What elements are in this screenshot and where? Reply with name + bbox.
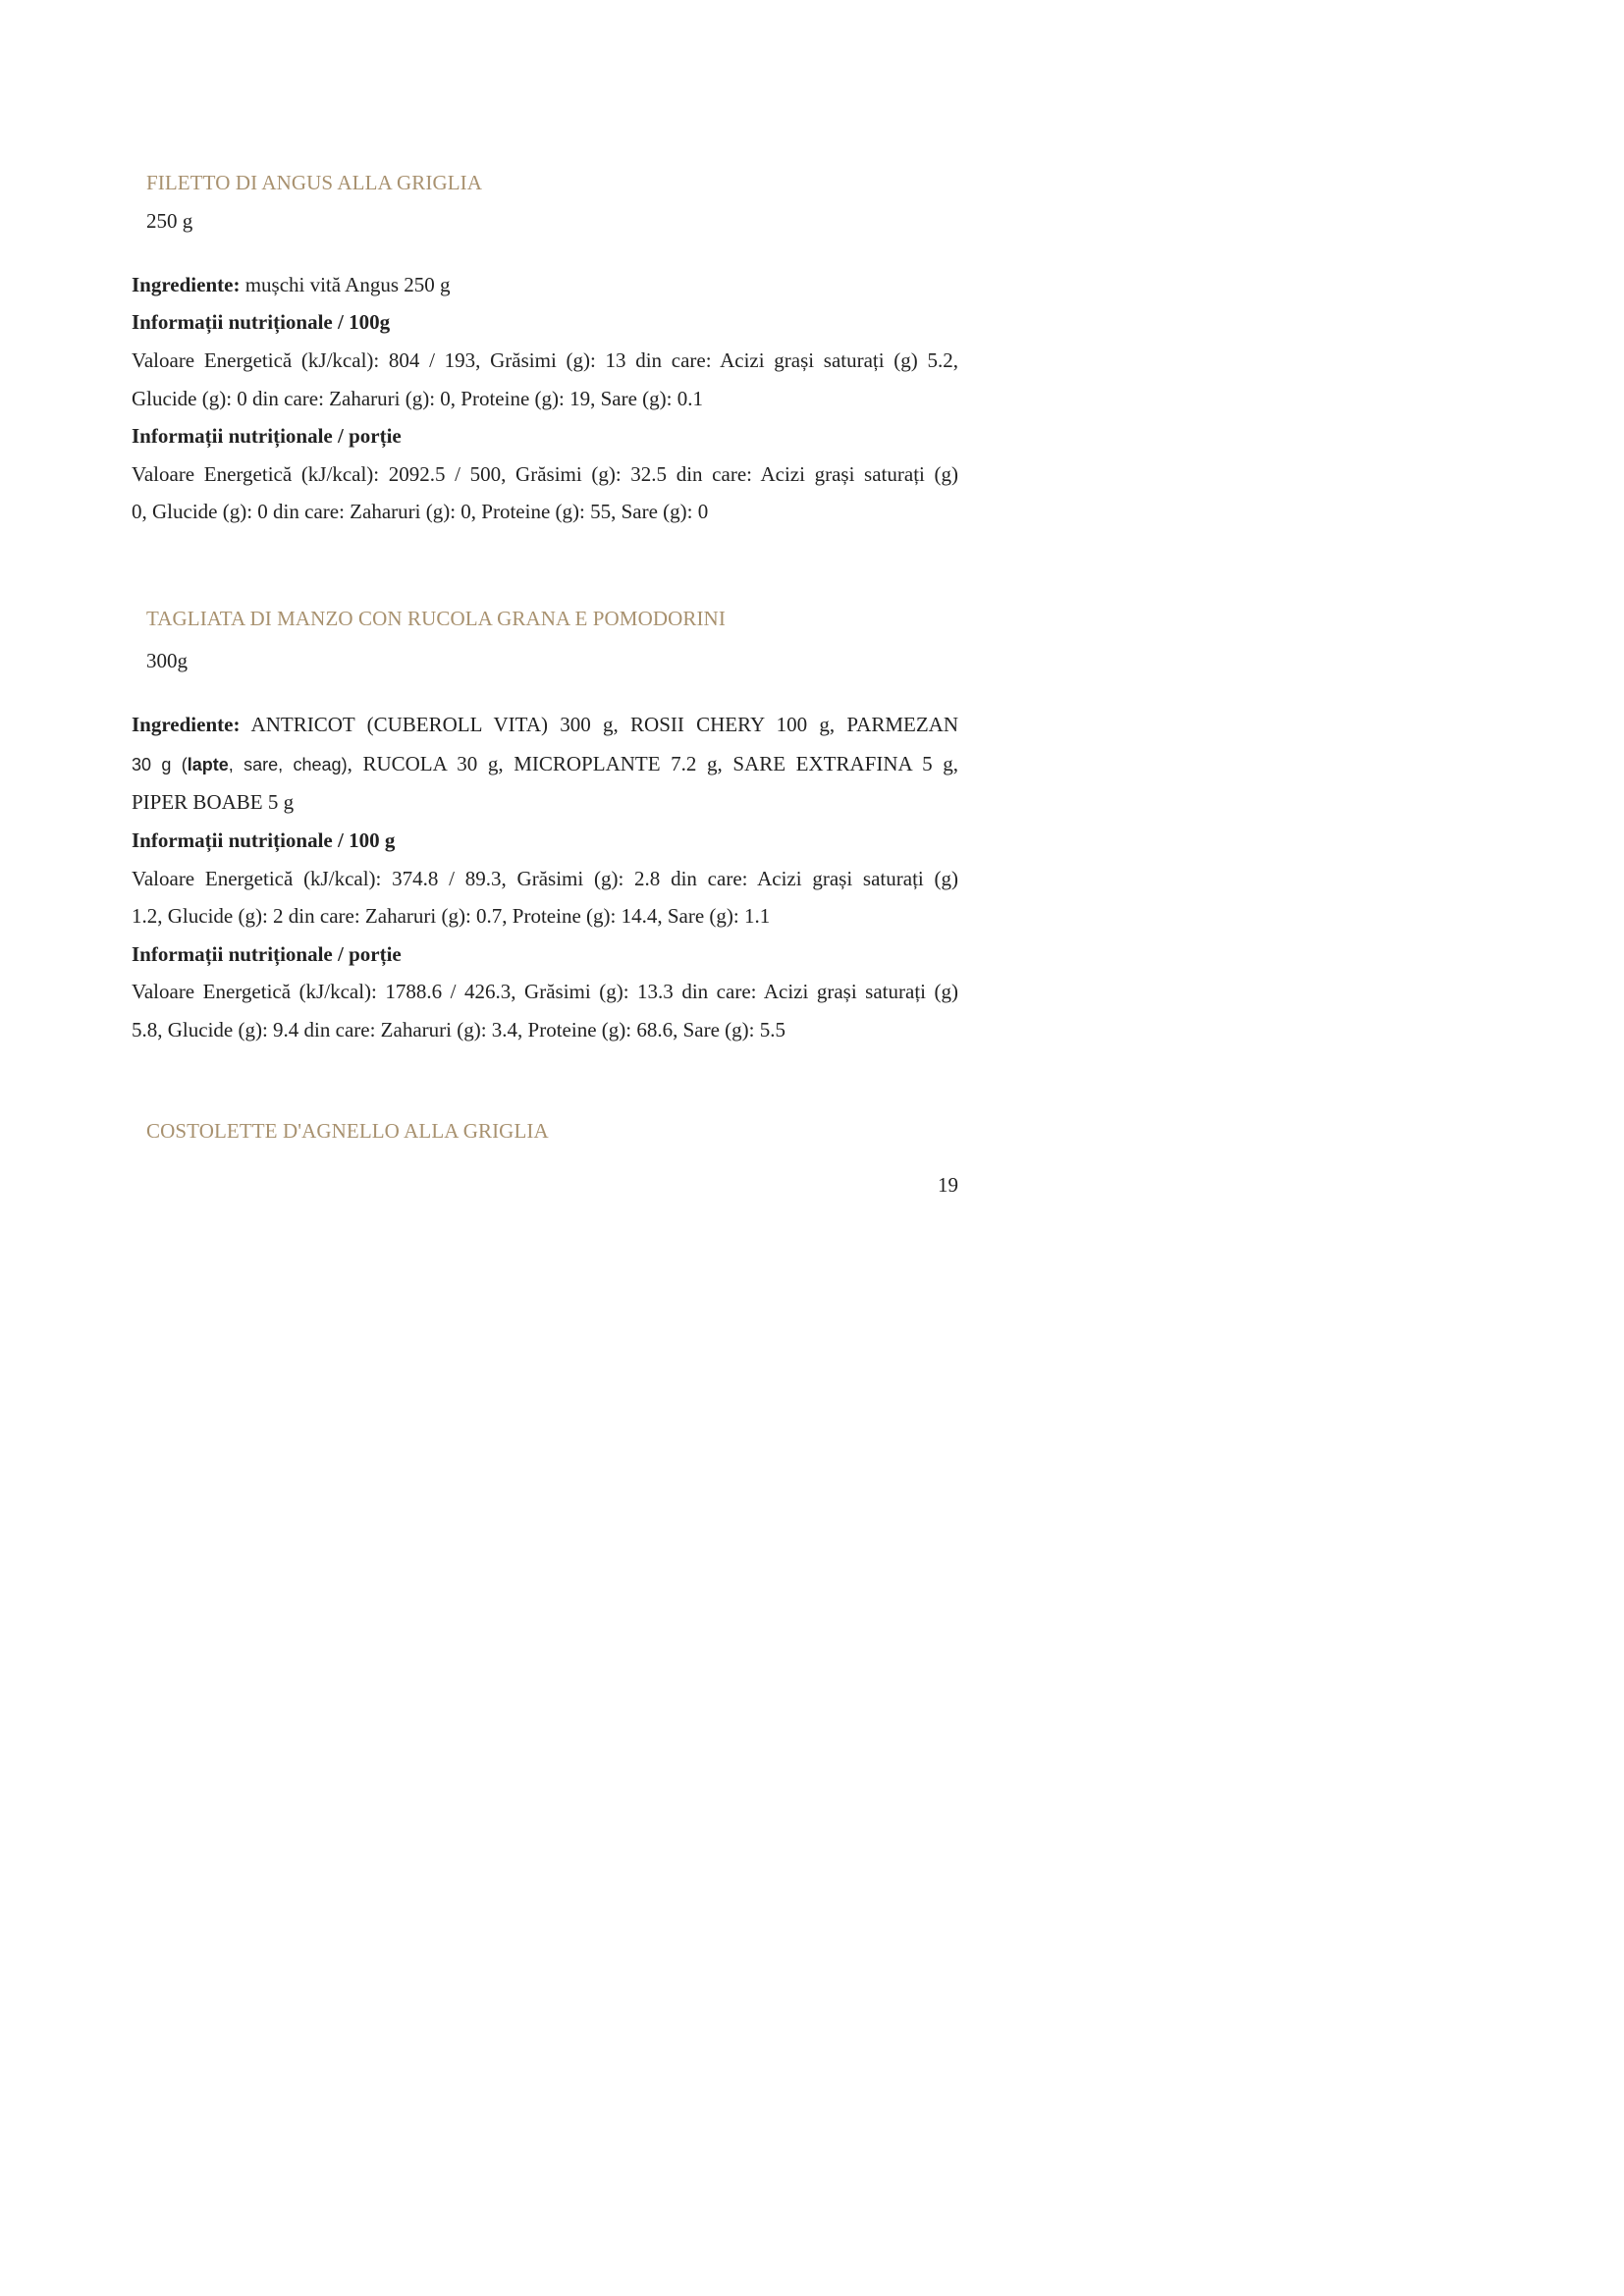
ingredients-text: , sare, cheag) [228,755,348,774]
nutrition-100g-text: 1.2, Glucide (g): 2 din care: Zaharuri (g): 0.7, Proteine (g): 14.4, Sare (g): 1.1 [132,904,771,928]
nutrition-portion-text: Valoare Energetică (kJ/kcal): 2092.5 / 500, Grăsimi (g): 32.5 din care: Acizi grași saturați (g) [132,462,958,486]
nutrition-portion-label: Informații nutriționale / porție [132,942,402,966]
ingredients-line [132,712,958,737]
nutrition-portion-text: Valoare Energetică (kJ/kcal): 1788.6 / 426.3, Grăsimi (g): 13.3 din care: Acizi grași saturați (g) [132,980,958,1003]
ingredients-text: 30 g ( [132,755,188,774]
ingredients-text: , RUCOLA 30 g, MICROPLANTE 7.2 g, SARE EXTRAFINA 5 g, [347,752,959,775]
ingredients-label: Ingrediente: [132,713,241,736]
nutrition-100g-text: Valoare Energetică (kJ/kcal): 804 / 193, Grăsimi (g): 13 din care: Acizi grași saturați (g) 5.2, [132,348,958,372]
nutrition-portion-text: 5.8, Glucide (g): 9.4 din care: Zaharuri (g): 3.4, Proteine (g): 68.6, Sare (g): 5.5 [132,1018,785,1041]
ingredients-line [132,272,958,297]
nutrition-100g-label: Informații nutriționale / 100g [132,310,391,334]
dish-title: COSTOLETTE D'AGNELLO ALLA GRIGLIA [146,1119,549,1143]
dish-title: FILETTO DI ANGUS ALLA GRIGLIA [146,171,482,194]
ingredients-text: ANTRICOT (CUBEROLL VITA) 300 g, ROSII CHERY 100 g, PARMEZAN [240,713,958,736]
ingredients-label: Ingrediente: [132,273,241,296]
nutrition-portion-text: 0, Glucide (g): 0 din care: Zaharuri (g): 0, Proteine (g): 55, Sare (g): 0 [132,500,709,523]
dish-weight: 300g [146,649,188,672]
document-page [0,0,1084,1532]
nutrition-portion-label: Informații nutriționale / porție [132,424,402,448]
nutrition-100g-text: Glucide (g): 0 din care: Zaharuri (g): 0, Proteine (g): 19, Sare (g): 0.1 [132,387,703,410]
ingredients-text: PIPER BOABE 5 g [132,790,295,814]
page-number: 19 [938,1173,958,1197]
dish-weight: 250 g [146,209,193,233]
ingredients-line [132,751,958,777]
dish-title: TAGLIATA DI MANZO CON RUCOLA GRANA E POMODORINI [146,607,726,630]
nutrition-100g-label: Informații nutriționale / 100 g [132,828,396,852]
ingredients-text: mușchi vită Angus 250 g [240,273,451,296]
allergen-text: lapte [187,755,229,774]
nutrition-100g-text: Valoare Energetică (kJ/kcal): 374.8 / 89.3, Grăsimi (g): 2.8 din care: Acizi grași saturați (g) [132,867,958,890]
